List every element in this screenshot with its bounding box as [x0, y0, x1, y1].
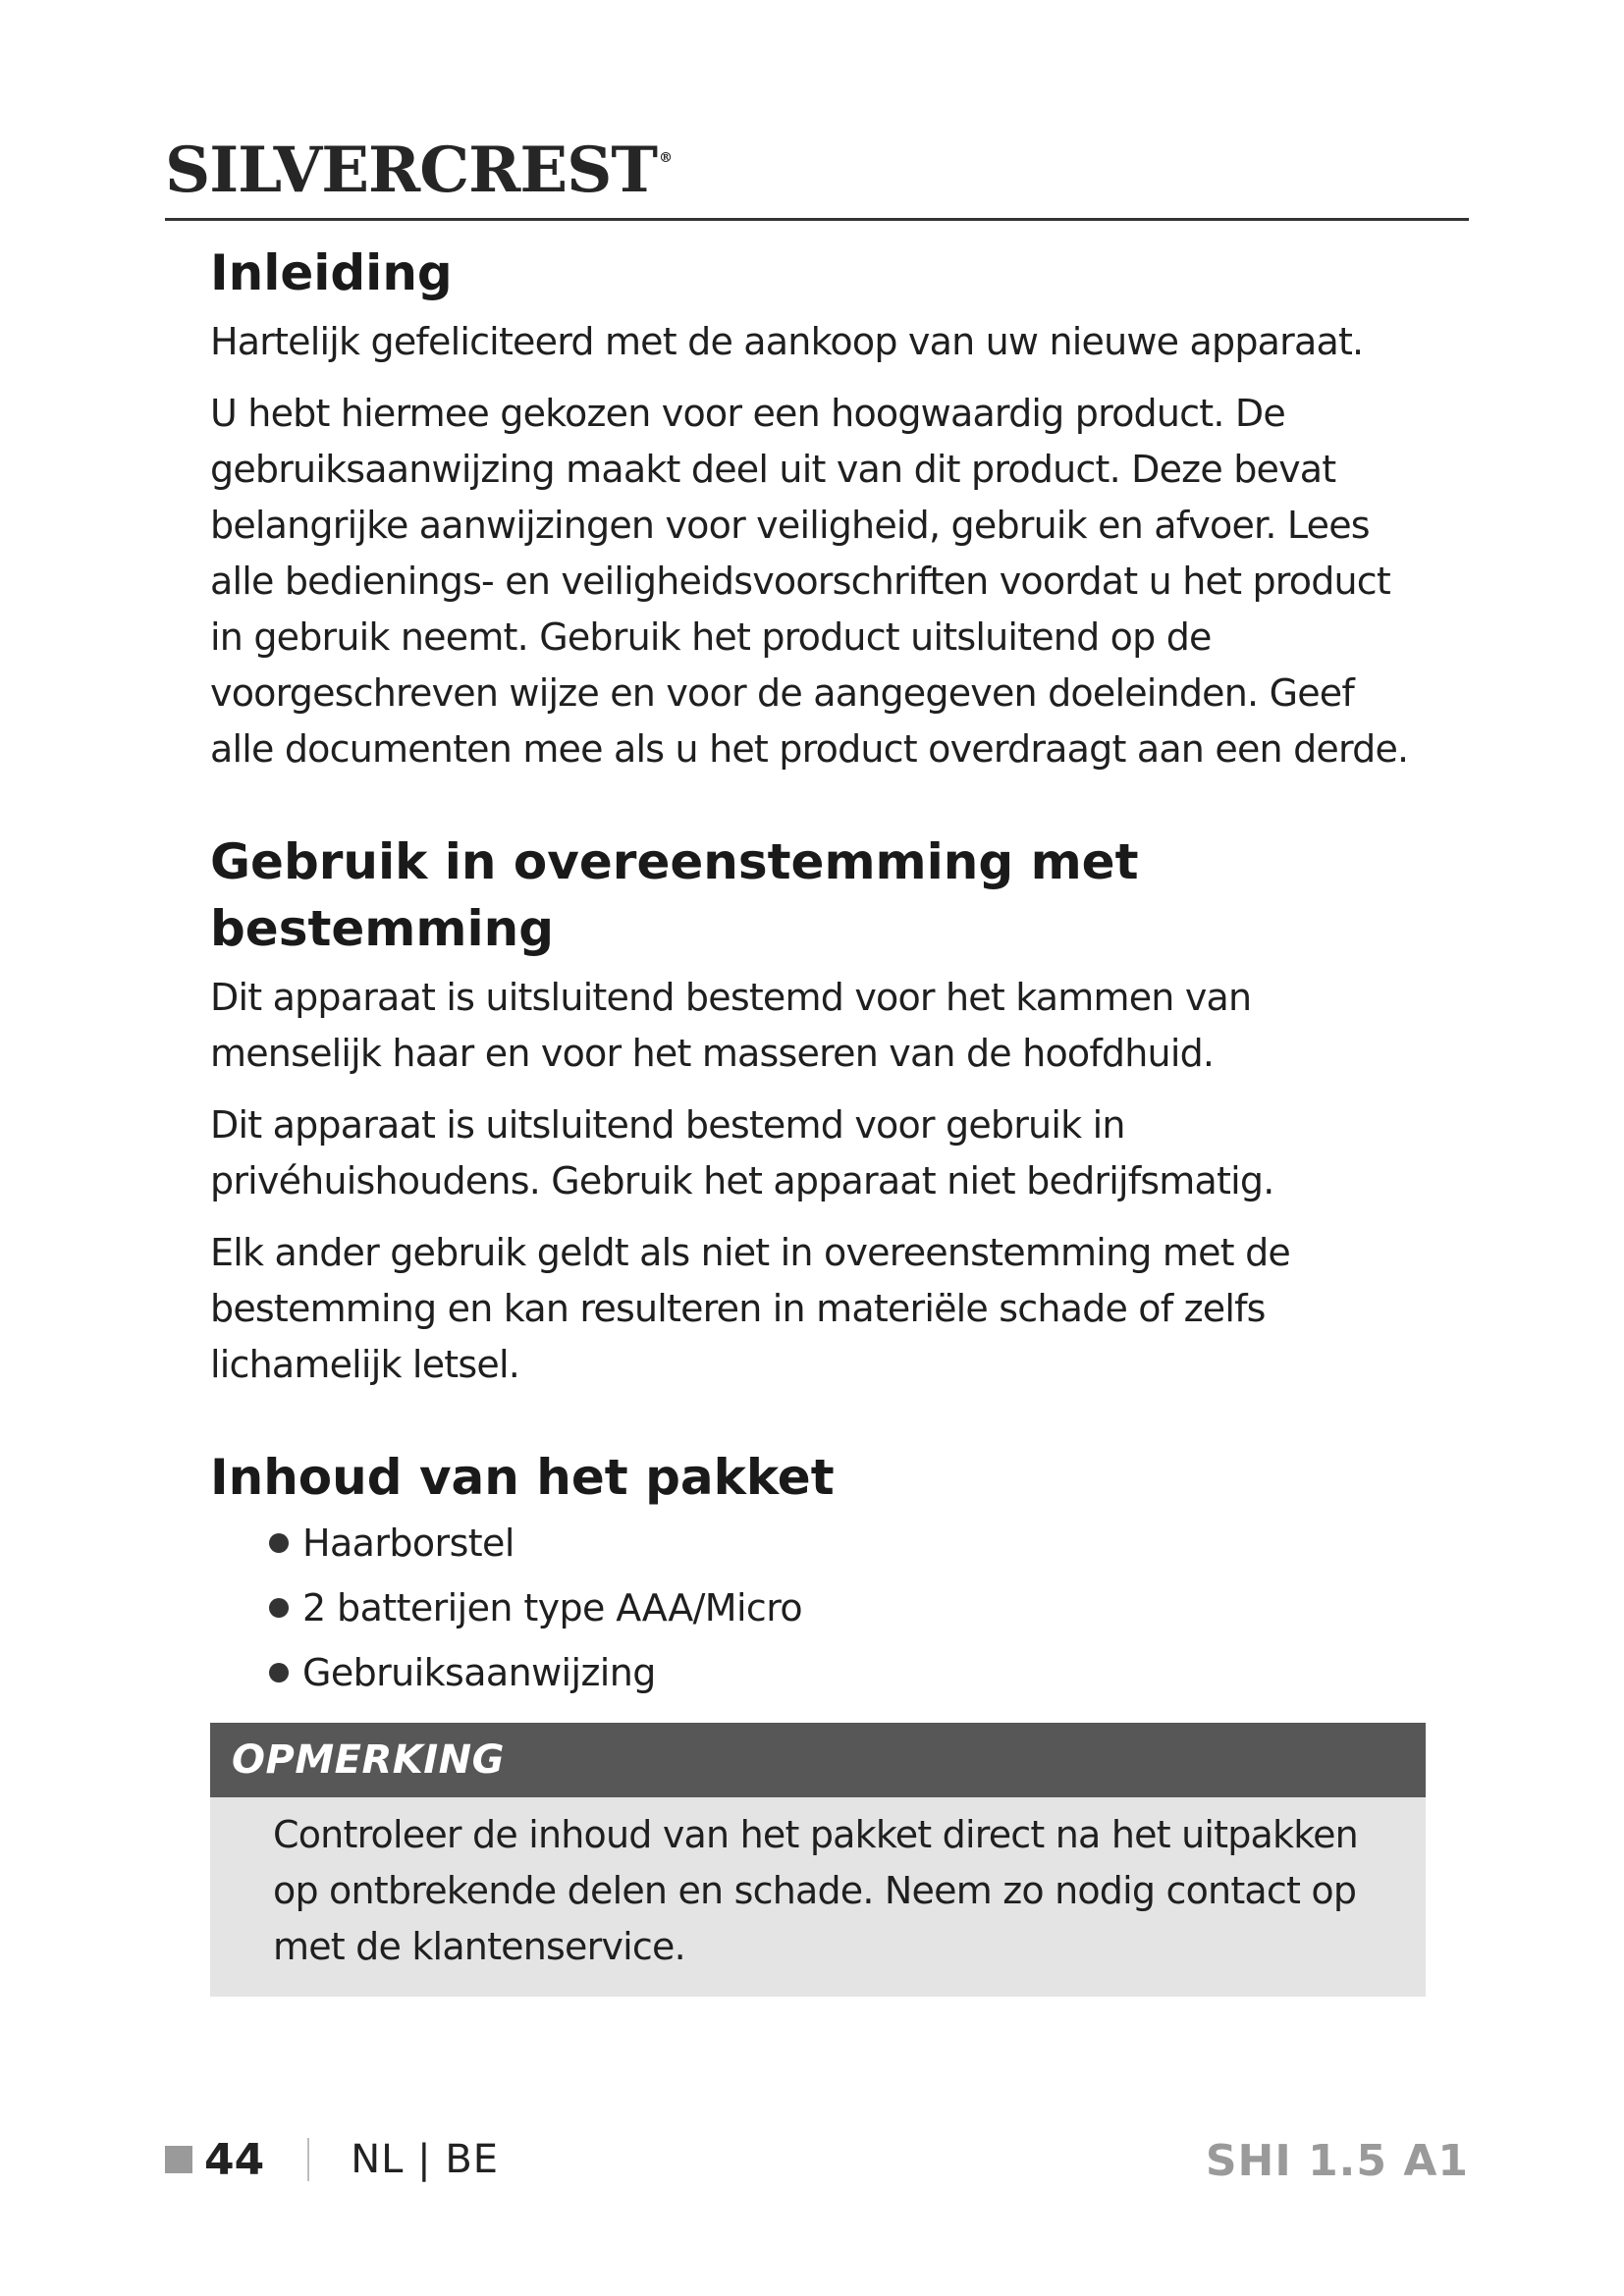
note-text: Controleer de inhoud van het pakket direct na het uitpakken op ontbrekende delen en schade. Neem zo nodig contact op met de klantenservice. [273, 1813, 1358, 1968]
registered-mark: ® [658, 150, 672, 166]
page-content [210, 240, 1428, 1997]
footer-square-icon [165, 2146, 192, 2173]
intro-paragraph-1: Hartelijk gefeliciteerd met de aankoop van uw nieuwe apparaat. [210, 320, 1364, 363]
header-divider [165, 218, 1469, 221]
bullet-icon [269, 1598, 289, 1618]
list-item [269, 1575, 1428, 1640]
intro-paragraph-2: U hebt hiermee gekozen voor een hoogwaardig product. De gebruiksaanwijzing maakt deel uit van dit product. Deze bevat belangrijke aanwijzingen voor veiligheid, gebruik en afvoer. Lees alle bedienings- en veiligheidsvoorschriften voordat u het product in gebruik neemt. Gebruik het product uitsluitend op de voorgeschreven wijze en voor de aangegeven doeleinden. Geef alle documenten mee als u het product overdraagt aan een derde. [210, 392, 1409, 771]
page-footer [165, 2130, 499, 2189]
list-item [269, 1640, 1428, 1705]
model-number: SHI 1.5 A1 [1205, 2136, 1469, 2186]
intended-use-paragraph-1: Dit apparaat is uitsluitend bestemd voor het kammen van menselijk haar en voor het masseren van de hoofdhuid. [210, 976, 1252, 1075]
language-label: NL | BE [351, 2137, 500, 2182]
list-item-label: Gebruiksaanwijzing [302, 1651, 656, 1694]
bullet-icon [269, 1663, 289, 1682]
section-title-contents: Inhoud van het pakket [210, 1449, 835, 1506]
list-item-label: 2 batterijen type AAA/Micro [302, 1586, 803, 1629]
list-item [269, 1511, 1428, 1575]
list-item-label: Haarborstel [302, 1522, 514, 1565]
bullet-icon [269, 1533, 289, 1553]
intended-use-paragraph-2: Dit apparaat is uitsluitend bestemd voor gebruik in privéhuishoudens. Gebruik het apparaat niet bedrijfsmatig. [210, 1103, 1274, 1202]
intended-use-paragraph-3: Elk ander gebruik geldt als niet in overeenstemming met de bestemming en kan resulteren in materiële schade of zelfs lichamelijk letsel. [210, 1231, 1290, 1386]
footer-divider [307, 2138, 309, 2181]
note-box [210, 1723, 1426, 1997]
brand-name: SILVERCREST [165, 133, 657, 207]
section-title-intended-use: Gebruik in overeenstemming met bestemming [210, 833, 1139, 957]
contents-list [210, 1511, 1428, 1705]
note-title: OPMERKING [210, 1723, 1426, 1797]
section-title-inleiding: Inleiding [210, 244, 453, 301]
page-number: 44 [204, 2134, 265, 2185]
brand-logo [165, 133, 672, 207]
